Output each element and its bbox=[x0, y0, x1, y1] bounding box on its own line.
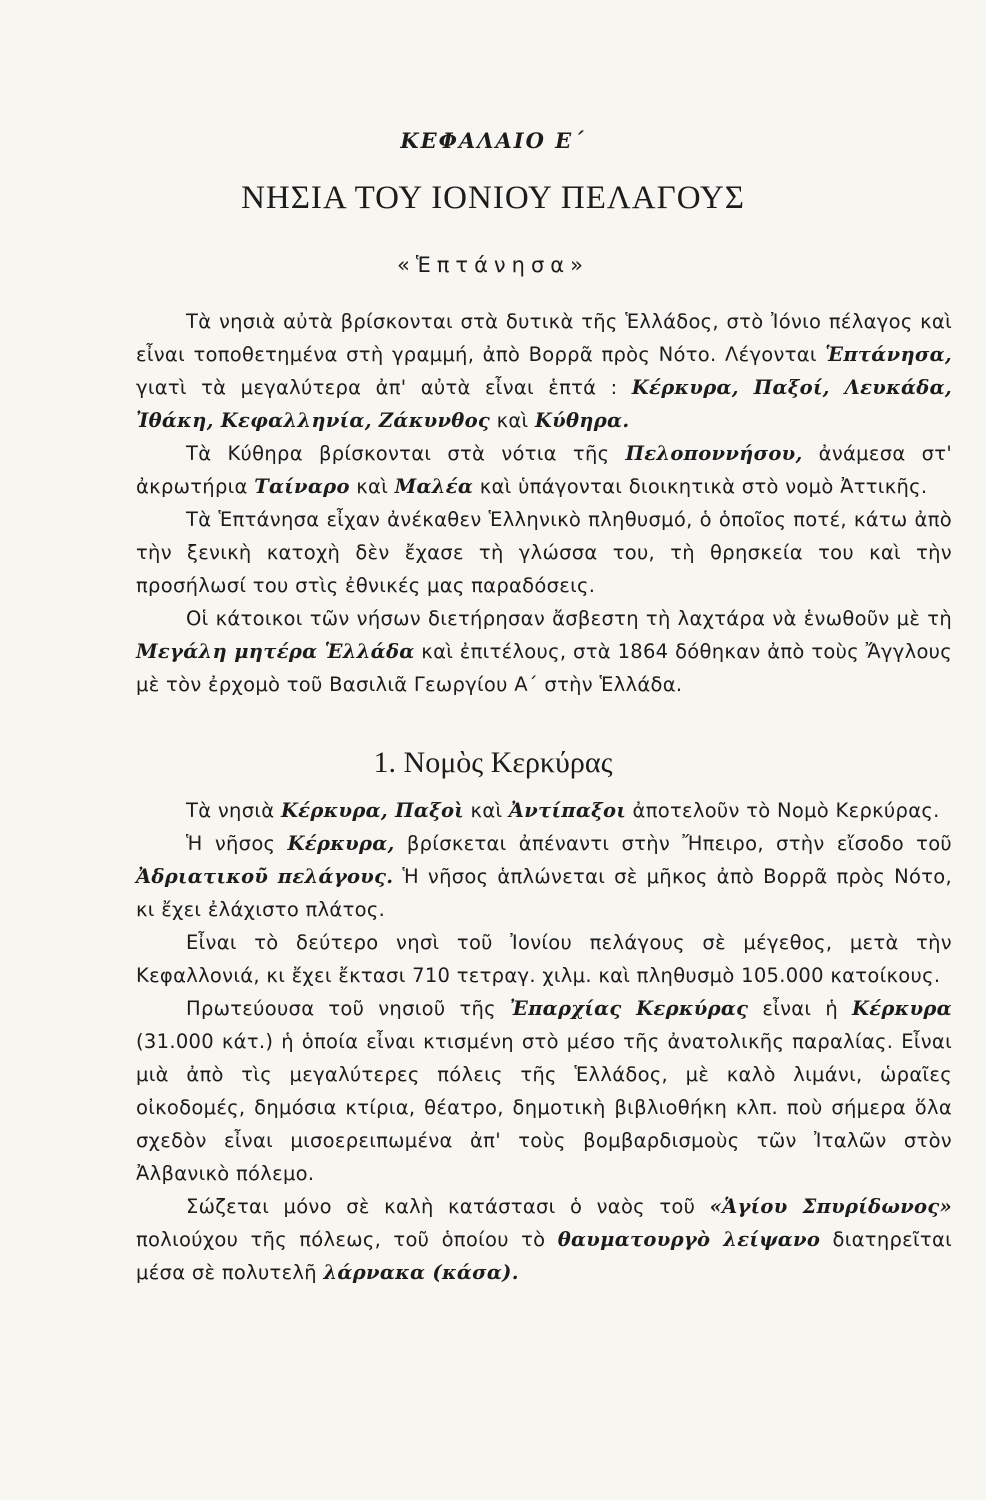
emphasis: Κέρκυρα, Παξοὶ bbox=[280, 799, 465, 822]
emphasis: λάρνακα (κάσα). bbox=[323, 1261, 519, 1284]
chapter-label: ΚΕΦΑΛΑΙΟ Ε΄ bbox=[400, 128, 586, 153]
corfu-text bbox=[136, 794, 952, 1289]
paragraph: Τὰ νησιὰ αὐτὰ βρίσκονται στὰ δυτικὰ τῆς Ἑλλάδος, στὸ Ἰόνιο πέλαγος καὶ εἶναι τοποθετημένα στὴ γραμμή, ἀπὸ Βορρᾶ πρὸς Νότο. Λέγονται Ἑπτάνησα, γιατὶ τὰ μεγαλύτερα ἀπ' αὐτὰ εἶναι ἑπτά : Κέρκυρα, Παξοί, Λευκάδα, Ἰθάκη, Κεφαλληνία, Ζάκυνθος καὶ Κύθηρα. bbox=[136, 310, 952, 432]
emphasis: Κέρκυρα, Παξοί, Λευκάδα, Ἰθάκη, Κεφαλληνία, Ζάκυνθος bbox=[136, 376, 952, 432]
emphasis: Πελοποννήσου, bbox=[625, 442, 803, 465]
paragraph: Οἱ κάτοικοι τῶν νήσων διετήρησαν ἄσβεστη τὴ λαχτάρα νὰ ἑνωθοῦν μὲ τὴ Μεγάλη μητέρα Ἑλλάδα καὶ ἐπιτέλους, στὰ 1864 δόθηκαν ἀπὸ τοὺς Ἄγγλους μὲ τὸν ἐρχομὸ τοῦ Βασιλιᾶ Γεωργίου Α΄ στὴν Ἑλλάδα. bbox=[136, 607, 952, 696]
emphasis: Ἐπαρχίας Κερκύρας bbox=[509, 997, 749, 1020]
chapter-subtitle: «Ἑπτάνησα» bbox=[397, 253, 589, 277]
emphasis: Ἀντίπαξοι bbox=[508, 799, 627, 822]
paragraph: Σώζεται μόνο σὲ καλὴ κατάστασι ὁ ναὸς τοῦ «Ἁγίου Σπυρίδωνος» πολιούχου τῆς πόλεως, τοῦ ὁποίου τὸ θαυματουργὸ λείψανο διατηρεῖται μέσα σὲ πολυτελῆ λάρνακα (κάσα). bbox=[136, 1195, 952, 1284]
paragraph: Τὰ νησιὰ Κέρκυρα, Παξοὶ καὶ Ἀντίπαξοι ἀποτελοῦν τὸ Νομὸ Κερκύρας. bbox=[186, 799, 940, 822]
emphasis: Κύθηρα. bbox=[534, 409, 630, 432]
paragraph: Πρωτεύουσα τοῦ νησιοῦ τῆς Ἐπαρχίας Κερκύρας εἶναι ἡ Κέρκυρα (31.000 κάτ.) ἡ ὁποία εἶναι κτισμένη στὸ μέσο τῆς ἀνατολικῆς παραλίας. Εἶναι μιὰ ἀπὸ τὶς μεγαλύτερες πόλεις τῆς Ἑλλάδος, μὲ καλὸ λιμάνι, ὡραῖες οἰκοδομές, δημόσια κτίρια, θέατρο, δημοτικὴ βιβλιοθήκη κλπ. ποὺ σήμερα ὅλα σχεδὸν εἶναι μισοερειπωμένα ἀπ' τοὺς βομβαρδισμοὺς τῶν Ἰταλῶν στὸν Ἀλβανικὸ πόλεμο. bbox=[136, 997, 952, 1185]
emphasis: Μαλέα bbox=[394, 475, 474, 498]
emphasis: Ἑπτάνησα, bbox=[825, 343, 952, 366]
paragraph: Εἶναι τὸ δεύτερο νησὶ τοῦ Ἰονίου πελάγους σὲ μέγεθος, μετὰ τὴν Κεφαλλονιά, κι ἔχει ἔκτασι 710 τετραγ. χιλμ. καὶ πληθυσμὸ 105.000 κατοίκους. bbox=[136, 931, 952, 987]
emphasis: «Ἁγίου Σπυρίδωνος» bbox=[709, 1195, 952, 1218]
emphasis: θαυματουργὸ λείψανο bbox=[557, 1228, 821, 1251]
emphasis: Κέρκυρα, bbox=[287, 832, 395, 855]
emphasis: Ἀδριατικοῦ πελάγους. bbox=[136, 865, 394, 888]
chapter-title: ΝΗΣΙΑ ΤΟΥ ΙΟΝΙΟΥ ΠΕΛΑΓΟΥΣ bbox=[241, 180, 745, 216]
emphasis: Μεγάλη μητέρα Ἑλλάδα bbox=[136, 640, 415, 663]
paragraph: Τὰ Κύθηρα βρίσκονται στὰ νότια τῆς Πελοποννήσου, ἀνάμεσα στ' ἀκρωτήρια Ταίναρο καὶ Μαλέα καὶ ὑπάγονται διοικητικὰ στὸ νομὸ Ἀττικῆς. bbox=[136, 442, 952, 498]
paragraph: Τὰ Ἑπτάνησα εἶχαν ἀνέκαθεν Ἑλληνικὸ πληθυσμό, ὁ ὁποῖος ποτέ, κάτω ἀπὸ τὴν ξενικὴ κατοχὴ δὲν ἔχασε τὴ γλώσσα του, τὴ θρησκεία του καὶ τὴν προσήλωσί του στὶς ἐθνικές μας παραδόσεις. bbox=[136, 508, 952, 597]
emphasis: Κέρκυρα bbox=[852, 997, 952, 1020]
intro-text bbox=[136, 305, 952, 701]
emphasis: Ταίναρο bbox=[254, 475, 350, 498]
section-title: 1. Νομὸς Κερκύρας bbox=[373, 746, 613, 779]
paragraph: Ἡ νῆσος Κέρκυρα, βρίσκεται ἀπέναντι στὴν Ἤπειρο, στὴν εἴσοδο τοῦ Ἀδριατικοῦ πελάγους. Ἡ νῆσος ἁπλώνεται σὲ μῆκος ἀπὸ Βορρᾶ πρὸς Νότο, κι ἔχει ἐλάχιστο πλάτος. bbox=[136, 832, 953, 921]
